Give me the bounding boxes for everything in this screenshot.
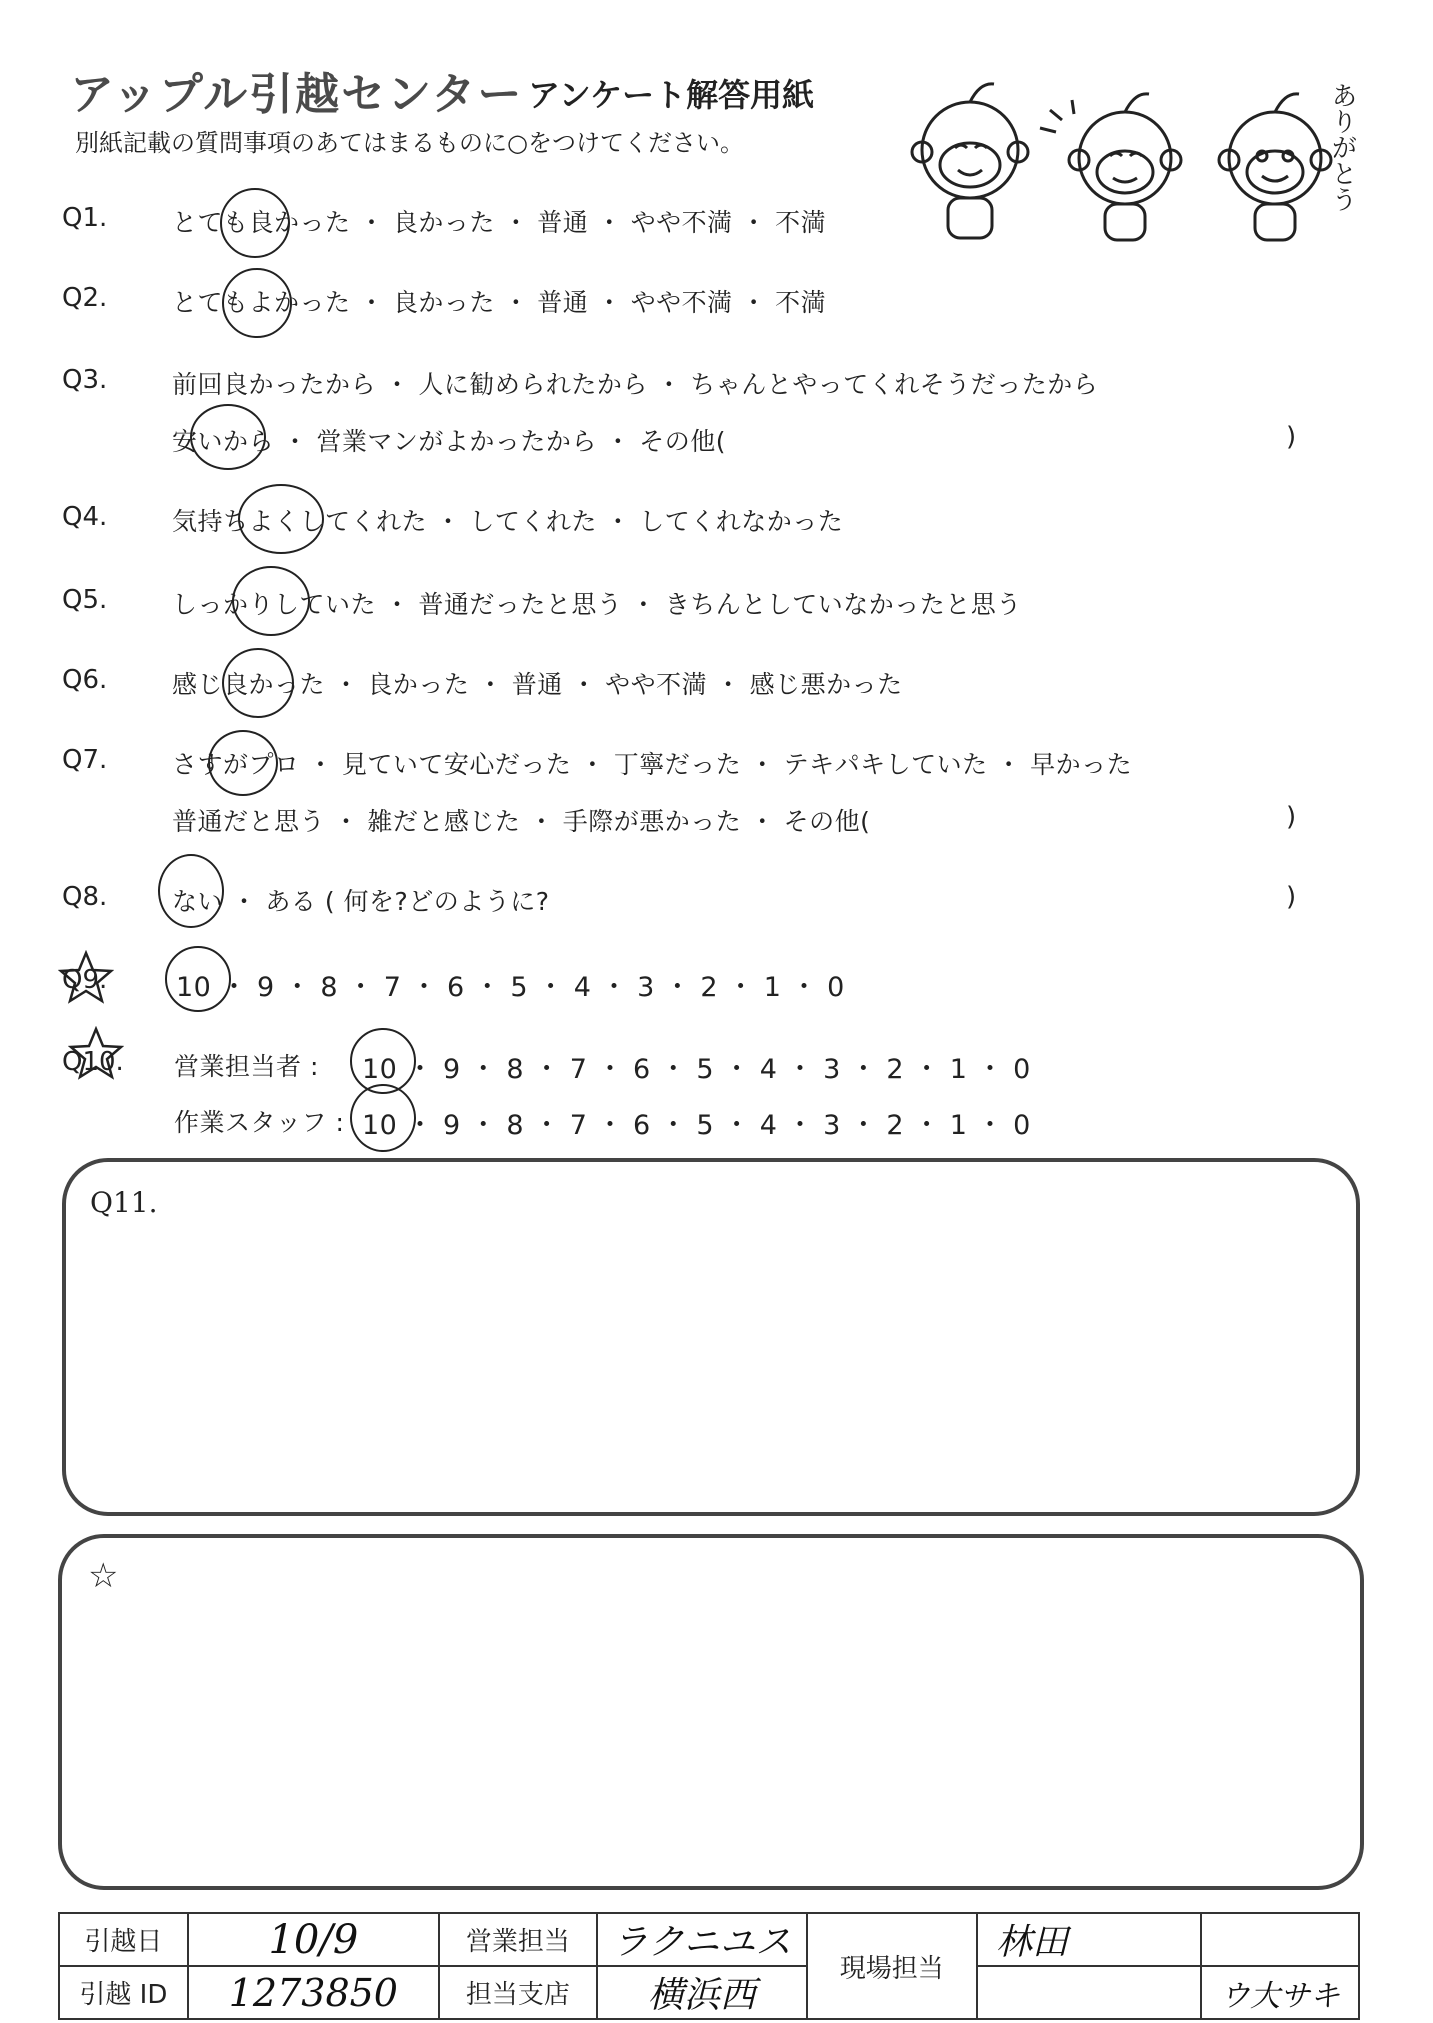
- q3-number: Q3.: [62, 365, 108, 395]
- site-rep-cell-2[interactable]: [977, 1966, 1201, 2019]
- q4-options: 気持ちよくしてくれた ・ してくれた ・ してくれなかった: [172, 507, 844, 536]
- q8-close-paren: ): [1286, 882, 1297, 912]
- site-rep-label: 現場担当: [807, 1913, 977, 2019]
- q10-staff-answer-circle: [350, 1084, 416, 1152]
- move-date-cell[interactable]: [188, 1913, 439, 1966]
- q7-options-line2: 普通だと思う ・ 雑だと感じた ・ 手際が悪かった ・ その他(: [172, 807, 871, 836]
- sales-rep-value: ラクニユス: [612, 1922, 792, 1963]
- extra-cell-bottom[interactable]: [1201, 1966, 1359, 2019]
- q2-answer-circle: [222, 268, 292, 338]
- q10-sales-label: 営業担当者 :: [174, 1052, 319, 1081]
- move-id-cell[interactable]: [188, 1966, 439, 2019]
- q11-comment-box[interactable]: [62, 1158, 1360, 1516]
- q9-star-mark-icon: [58, 950, 114, 1006]
- instruction-text: 別紙記載の質問事項のあてはまるものに○をつけてください。: [75, 129, 744, 157]
- q7-answer-circle: [208, 730, 278, 796]
- monkey-mascot-icon: [900, 70, 1370, 250]
- star-label: ☆: [88, 1556, 119, 1596]
- q10-staff-scale: 10 ・ 9 ・ 8 ・ 7 ・ 6 ・ 5 ・ 4 ・ 3 ・ 2 ・ 1 ・ 0: [362, 1110, 1031, 1141]
- q7-number: Q7.: [62, 745, 108, 775]
- q10-staff-label: 作業スタッフ :: [174, 1108, 345, 1137]
- q5-options: しっかりしていた ・ 普通だったと思う ・ きちんとしていなかったと思う: [172, 590, 1022, 619]
- q9-answer-circle: [165, 946, 231, 1012]
- q2-options: とてもよかった ・ 良かった ・ 普通 ・ やや不満 ・ 不満: [172, 288, 827, 317]
- mascot-caption: ありがとう: [1327, 82, 1357, 212]
- site-rep-value: 林田: [995, 1922, 1068, 1963]
- branch-value: 横浜西: [647, 1975, 756, 2016]
- sales-rep-label: 営業担当: [439, 1913, 597, 1966]
- q3-close-paren: ): [1286, 422, 1297, 452]
- branch-cell[interactable]: [597, 1966, 807, 2019]
- q10-star-mark-icon: [68, 1026, 124, 1082]
- q11-label: Q11.: [90, 1186, 158, 1219]
- site-rep-cell[interactable]: [977, 1913, 1201, 1966]
- move-date-label: 引越日: [59, 1913, 188, 1966]
- form-subtitle: アンケート解答用紙: [528, 76, 815, 114]
- site-rep-value-2: ウ大サキ: [1220, 1978, 1341, 2014]
- q2-number: Q2.: [62, 283, 108, 313]
- q3-options-line2: 安いから ・ 営業マンがよかったから ・ その他(: [172, 427, 727, 456]
- q3-options-line1: 前回良かったから ・ 人に勧められたから ・ ちゃんとやってくれそうだったから: [172, 370, 1099, 399]
- q1-options: とても良かった ・ 良かった ・ 普通 ・ やや不満 ・ 不満: [172, 208, 827, 237]
- footer-info-table: [58, 1912, 1360, 2020]
- q5-number: Q5.: [62, 585, 108, 615]
- q5-answer-circle: [232, 566, 310, 636]
- q1-number: Q1.: [62, 203, 108, 233]
- branch-label: 担当支店: [439, 1966, 597, 2019]
- q6-number: Q6.: [62, 665, 108, 695]
- q10-sales-scale: 10 ・ 9 ・ 8 ・ 7 ・ 6 ・ 5 ・ 4 ・ 3 ・ 2 ・ 1 ・ 0: [362, 1054, 1031, 1085]
- q1-answer-circle: [220, 188, 290, 258]
- q7-close-paren: ): [1286, 802, 1297, 832]
- q8-number: Q8.: [62, 882, 108, 912]
- q8-answer-circle: [158, 854, 224, 928]
- q6-answer-circle: [222, 648, 294, 718]
- move-date-value: 10/9: [268, 1916, 359, 1963]
- q10-number: Q10.: [62, 1047, 124, 1077]
- q4-answer-circle: [238, 484, 324, 554]
- q9-scale: 10 ・ 9 ・ 8 ・ 7 ・ 6 ・ 5 ・ 4 ・ 3 ・ 2 ・ 1 ・ 0: [176, 972, 845, 1003]
- q4-number: Q4.: [62, 502, 108, 532]
- q9-number: Q9.: [62, 965, 108, 995]
- company-title: アップル引越センター: [70, 69, 524, 120]
- sales-rep-cell[interactable]: [597, 1913, 807, 1966]
- move-id-value: 1273850: [228, 1970, 398, 2015]
- q3-answer-circle: [190, 404, 266, 470]
- q8-options: ない ・ ある ( 何を?どのように?: [172, 887, 550, 916]
- star-comment-box[interactable]: [58, 1534, 1364, 1890]
- q7-options-line1: さすがプロ ・ 見ていて安心だった ・ 丁寧だった ・ テキパキしていた ・ 早かった: [172, 750, 1133, 779]
- q6-options: 感じ良かった ・ 良かった ・ 普通 ・ やや不満 ・ 感じ悪かった: [172, 670, 903, 699]
- move-id-label: 引越 ID: [59, 1966, 188, 2019]
- extra-cell-top[interactable]: [1201, 1913, 1359, 1966]
